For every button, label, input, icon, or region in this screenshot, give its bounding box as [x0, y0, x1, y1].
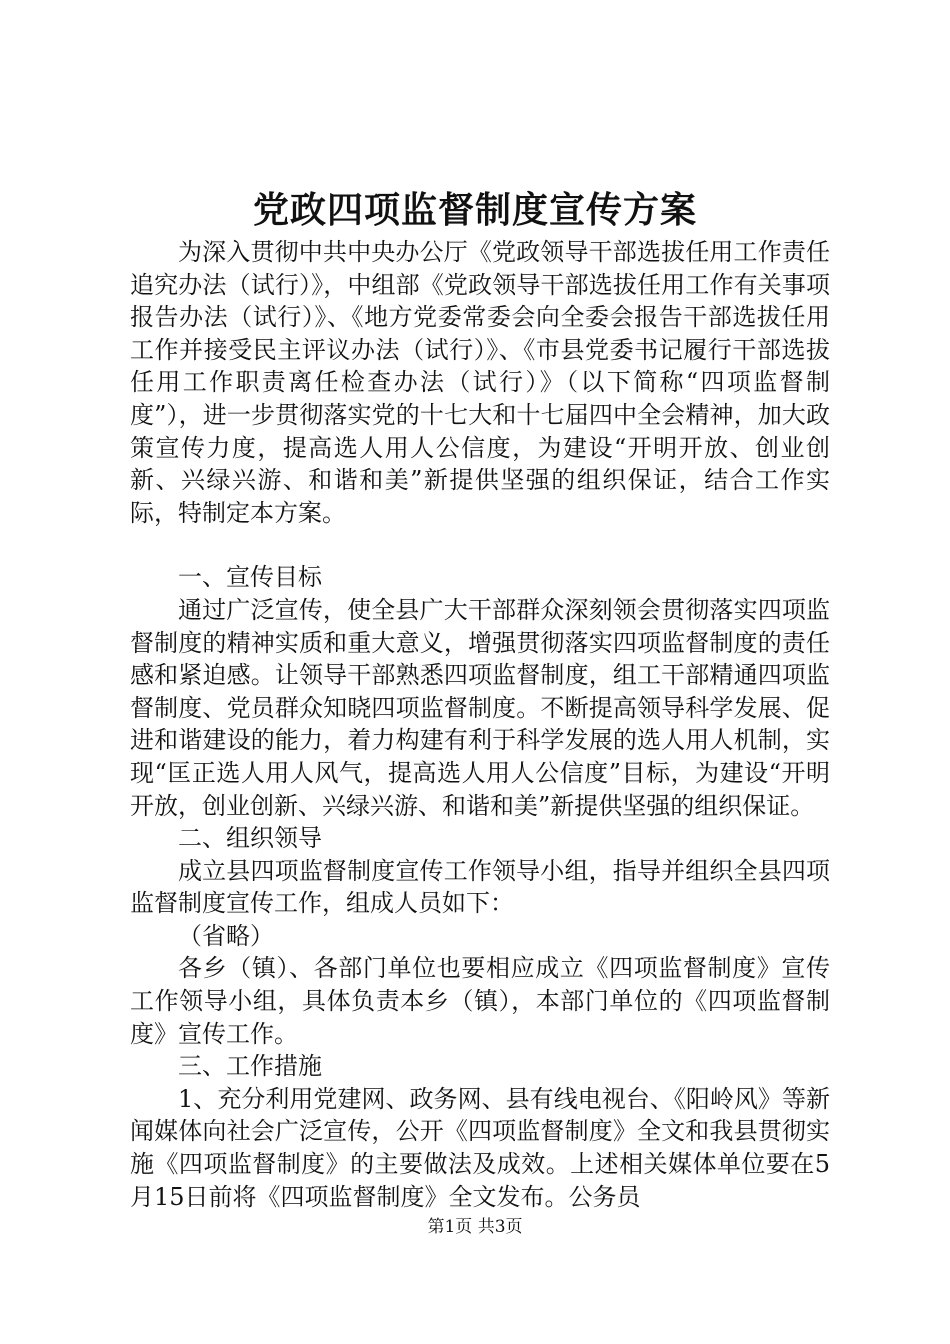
paragraph-measures-1: 1、充分利用党建网、政务网、县有线电视台、《阳岭风》等新闻媒体向社会广泛宣传，公开《四项监督制度》全文和我县贯彻实施《四项监督制度》的主要做法及成效。上述相关媒体单位要在5月15日前将《四项监督制度》全文发布。公务员 [130, 1084, 830, 1211]
heading-section-1: 一、宣传目标 [178, 563, 322, 592]
document-body [130, 236, 830, 1213]
heading-section-2: 二、组织领导 [178, 824, 322, 853]
paragraph-gap [130, 529, 830, 561]
paragraph-intro: 为深入贯彻中共中央办公厅《党政领导干部选拔任用工作责任追究办法（试行）》，中组部《党政领导干部选拔任用工作有关事项报告办法（试行）》、《地方党委常委会向全委会报告干部选拔任用工作并接受民主评议办法（试行）》、《市县党委书记履行干部选拔任用工作职责离任检查办法（试行）》（以下简称“四项监督制度”），进一步贯彻落实党的十七大和十七届四中全会精神，加大政策宣传力度，提高选人用人公信度，为建设“开明开放、创业创新、兴绿兴游、和谐和美”新提供坚强的组织保证，结合工作实际，特制定本方案。 [130, 238, 830, 527]
paragraph-omitted: （省略） [178, 921, 274, 950]
paragraph-goals: 通过广泛宣传，使全县广大干部群众深刻领会贯彻落实四项监督制度的精神实质和重大意义，增强贯彻落实四项监督制度的责任感和紧迫感。让领导干部熟悉四项监督制度，组工干部精通四项监督制度、党员群众知晓四项监督制度。不断提高领导科学发展、促进和谐建设的能力，着力构建有利于科学发展的选人用人机制，实现“匡正选人用人风气，提高选人用人公信度”目标，为建设“开明开放，创业创新、兴绿兴游、和谐和美”新提供坚强的组织保证。 [130, 595, 830, 820]
page-footer: 第1页 共3页 [427, 1217, 523, 1237]
heading-section-3: 三、工作措施 [178, 1052, 322, 1081]
paragraph-leadership: 成立县四项监督制度宣传工作领导小组，指导并组织全县四项监督制度宣传工作，组成人员如下： [130, 856, 830, 918]
document-title: 党政四项监督制度宣传方案 [252, 189, 697, 231]
paragraph-departments: 各乡（镇）、各部门单位也要相应成立《四项监督制度》宣传工作领导小组，具体负责本乡（镇），本部门单位的《四项监督制度》宣传工作。 [130, 954, 830, 1048]
